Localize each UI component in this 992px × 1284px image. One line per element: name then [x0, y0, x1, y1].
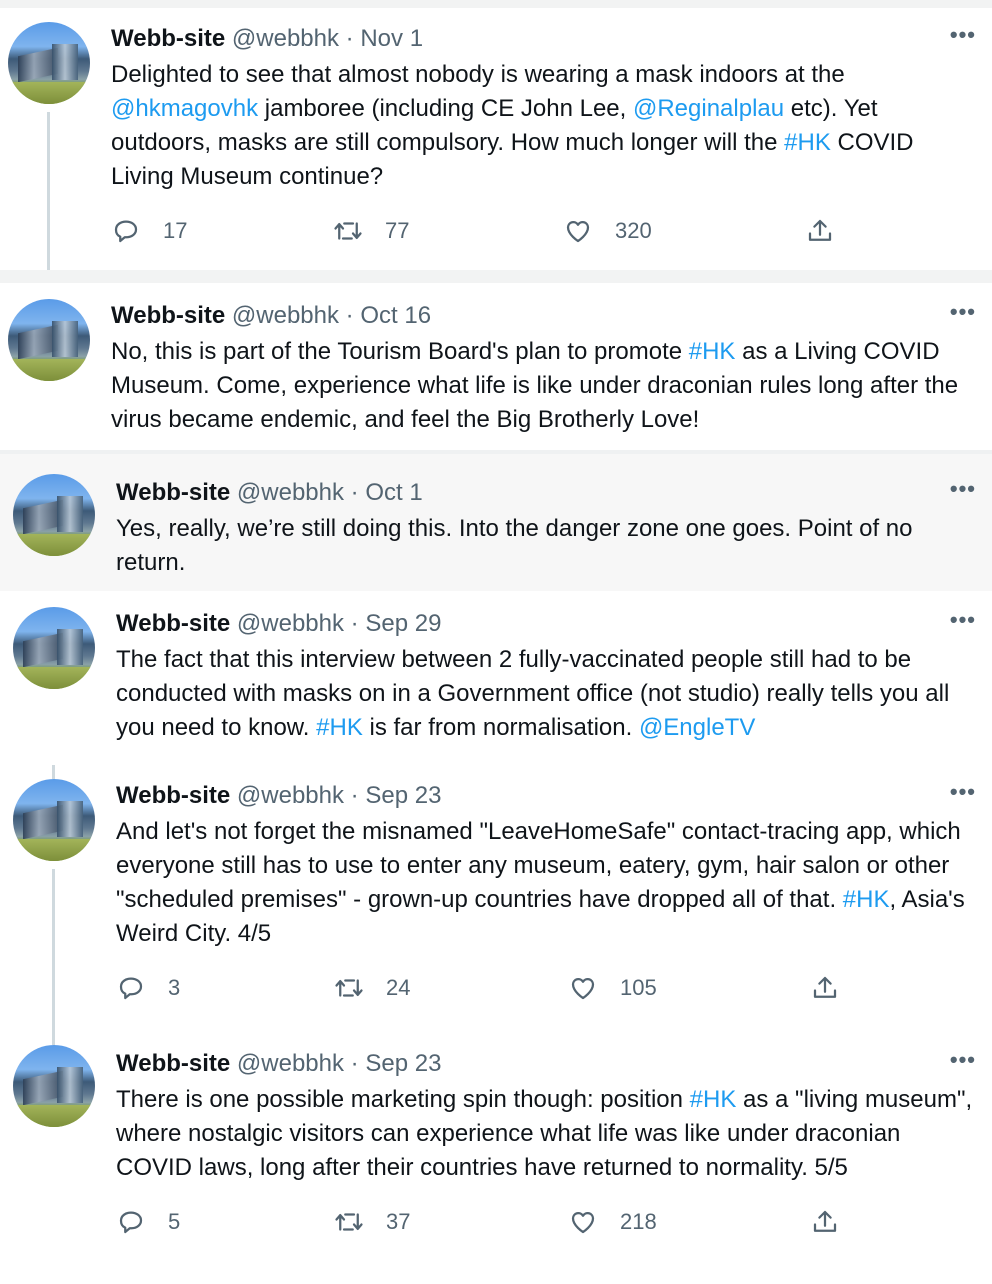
tweet-date[interactable]: Sep 23 — [365, 1050, 442, 1077]
like-icon — [568, 973, 598, 1003]
avatar[interactable] — [13, 779, 95, 861]
tweet[interactable] — [0, 1035, 992, 1284]
like-button[interactable] — [568, 973, 657, 1003]
tweet-header — [116, 609, 976, 639]
retweet-button[interactable] — [333, 216, 409, 246]
more-icon[interactable]: ••• — [949, 299, 976, 324]
retweet-icon — [334, 1207, 364, 1237]
tweet-text: There is one possible marketing spin though: position #HK as a "living museum", where nostalgic visitors can experience what life was like under draconian COVID laws, long after their countries have returned to normality. 5/5 — [116, 1086, 973, 1181]
like-icon — [563, 216, 593, 246]
like-button[interactable] — [563, 216, 652, 246]
like-count: 218 — [620, 1209, 657, 1234]
reply-icon — [116, 1207, 146, 1237]
tweet-header — [116, 478, 976, 508]
tweet-text: The fact that this interview between 2 fully-vaccinated people still had to be conducted with masks on in a Government office (not studio) really tells you all you need to know. #HK is far from normalisation. @EngleTV — [116, 646, 950, 741]
tweet-text: Yes, really, we’re still doing this. Into the danger zone one goes. Point of no return. — [116, 515, 913, 576]
retweet-count: 37 — [386, 1209, 411, 1234]
avatar[interactable] — [8, 22, 90, 104]
avatar[interactable] — [13, 607, 95, 689]
tweet-header — [111, 24, 976, 54]
more-icon[interactable]: ••• — [949, 779, 976, 804]
user-handle[interactable]: @webbhk — [236, 610, 344, 637]
reply-count: 17 — [163, 218, 188, 243]
separator — [0, 270, 992, 283]
separator-dot: · — [350, 610, 359, 637]
more-icon[interactable]: ••• — [949, 607, 976, 632]
avatar[interactable] — [8, 299, 90, 381]
mention-link[interactable]: @Reginalplau — [632, 95, 785, 122]
more-icon[interactable]: ••• — [949, 22, 976, 47]
tweet-actions — [111, 216, 976, 250]
separator-dot: · — [350, 479, 359, 506]
top-separator — [0, 0, 992, 8]
display-name[interactable]: Webb-site — [116, 1050, 231, 1077]
separator-dot: · — [350, 1050, 359, 1077]
tweet[interactable] — [0, 454, 992, 591]
tweet-header — [116, 1049, 976, 1079]
share-button[interactable] — [810, 973, 862, 1003]
display-name[interactable]: Webb-site — [116, 782, 231, 809]
like-count: 320 — [615, 218, 652, 243]
like-count: 105 — [620, 975, 657, 1000]
share-icon — [810, 1207, 840, 1237]
hashtag-link[interactable]: #HK — [689, 1086, 737, 1113]
retweet-button[interactable] — [334, 973, 410, 1003]
mention-link[interactable]: @EngleTV — [638, 714, 756, 741]
tweet[interactable] — [0, 283, 992, 450]
retweet-count: 77 — [385, 218, 410, 243]
share-icon — [810, 973, 840, 1003]
avatar[interactable] — [13, 474, 95, 556]
tweet-date[interactable]: Sep 23 — [365, 782, 442, 809]
user-handle[interactable]: @webbhk — [231, 302, 339, 329]
tweet-date[interactable]: Sep 29 — [365, 610, 442, 637]
mention-link[interactable]: @hkmagovhk — [111, 95, 259, 122]
tweet[interactable] — [0, 8, 992, 270]
avatar[interactable] — [13, 1045, 95, 1127]
thread-line — [47, 112, 50, 282]
tweet-text: And let's not forget the misnamed "LeaveHomeSafe" contact-tracing app, which everyone still has to use to enter any museum, eatery, gym, hair salon or other "scheduled premises" - grown-up countries have dropped all of that. #HK, Asia's Weird City. 4/5 — [116, 818, 965, 947]
thread-line — [52, 1035, 55, 1045]
reply-count: 3 — [168, 975, 181, 1000]
tweet-text: No, this is part of the Tourism Board's plan to promote #HK as a Living COVID Museum. Come, experience what life is like under draconian rules long after the virus became endemic, and feel the Big Brotherly Love! — [111, 338, 959, 433]
reply-icon — [111, 216, 141, 246]
hashtag-link[interactable]: #HK — [842, 886, 890, 913]
like-button[interactable] — [568, 1207, 657, 1237]
like-icon — [568, 1207, 598, 1237]
hashtag-link[interactable]: #HK — [316, 714, 363, 741]
tweet[interactable] — [0, 765, 992, 1035]
user-handle[interactable]: @webbhk — [236, 782, 344, 809]
tweet-date[interactable]: Oct 16 — [360, 302, 432, 329]
display-name[interactable]: Webb-site — [111, 25, 226, 52]
reply-button[interactable] — [116, 973, 180, 1003]
display-name[interactable]: Webb-site — [111, 302, 226, 329]
reply-button[interactable] — [111, 216, 187, 246]
retweet-icon — [334, 973, 364, 1003]
retweet-icon — [333, 216, 363, 246]
thread-line — [52, 765, 55, 779]
retweet-count: 24 — [386, 975, 411, 1000]
separator-dot: · — [350, 782, 359, 809]
tweet-actions — [116, 973, 976, 1007]
tweet[interactable] — [0, 591, 992, 765]
separator-dot: · — [345, 302, 354, 329]
hashtag-link[interactable]: #HK — [784, 129, 831, 156]
share-icon — [805, 216, 835, 246]
user-handle[interactable]: @webbhk — [236, 479, 344, 506]
reply-button[interactable] — [116, 1207, 180, 1237]
reply-icon — [116, 973, 146, 1003]
user-handle[interactable]: @webbhk — [236, 1050, 344, 1077]
hashtag-link[interactable]: #HK — [688, 338, 736, 365]
separator-dot: · — [345, 25, 354, 52]
tweet-actions — [116, 1207, 976, 1241]
tweet-date[interactable]: Oct 1 — [365, 479, 423, 506]
more-icon[interactable]: ••• — [949, 1047, 976, 1072]
more-icon[interactable]: ••• — [949, 476, 976, 501]
share-button[interactable] — [810, 1207, 862, 1237]
display-name[interactable]: Webb-site — [116, 610, 231, 637]
display-name[interactable]: Webb-site — [116, 479, 231, 506]
tweet-header — [111, 301, 976, 331]
tweet-text: Delighted to see that almost nobody is wearing a mask indoors at the @hkmagovhk jamboree (including CE John Lee, @Reginalplau etc). Yet outdoors, masks are still compulsory. How much longer will the #HK COVID Living Museum continue? — [111, 61, 914, 190]
share-button[interactable] — [805, 216, 857, 246]
tweet-header — [116, 781, 976, 811]
user-handle[interactable]: @webbhk — [231, 25, 339, 52]
reply-count: 5 — [168, 1209, 181, 1234]
thread-line — [52, 869, 55, 1039]
retweet-button[interactable] — [334, 1207, 410, 1237]
tweet-date[interactable]: Nov 1 — [360, 25, 424, 52]
